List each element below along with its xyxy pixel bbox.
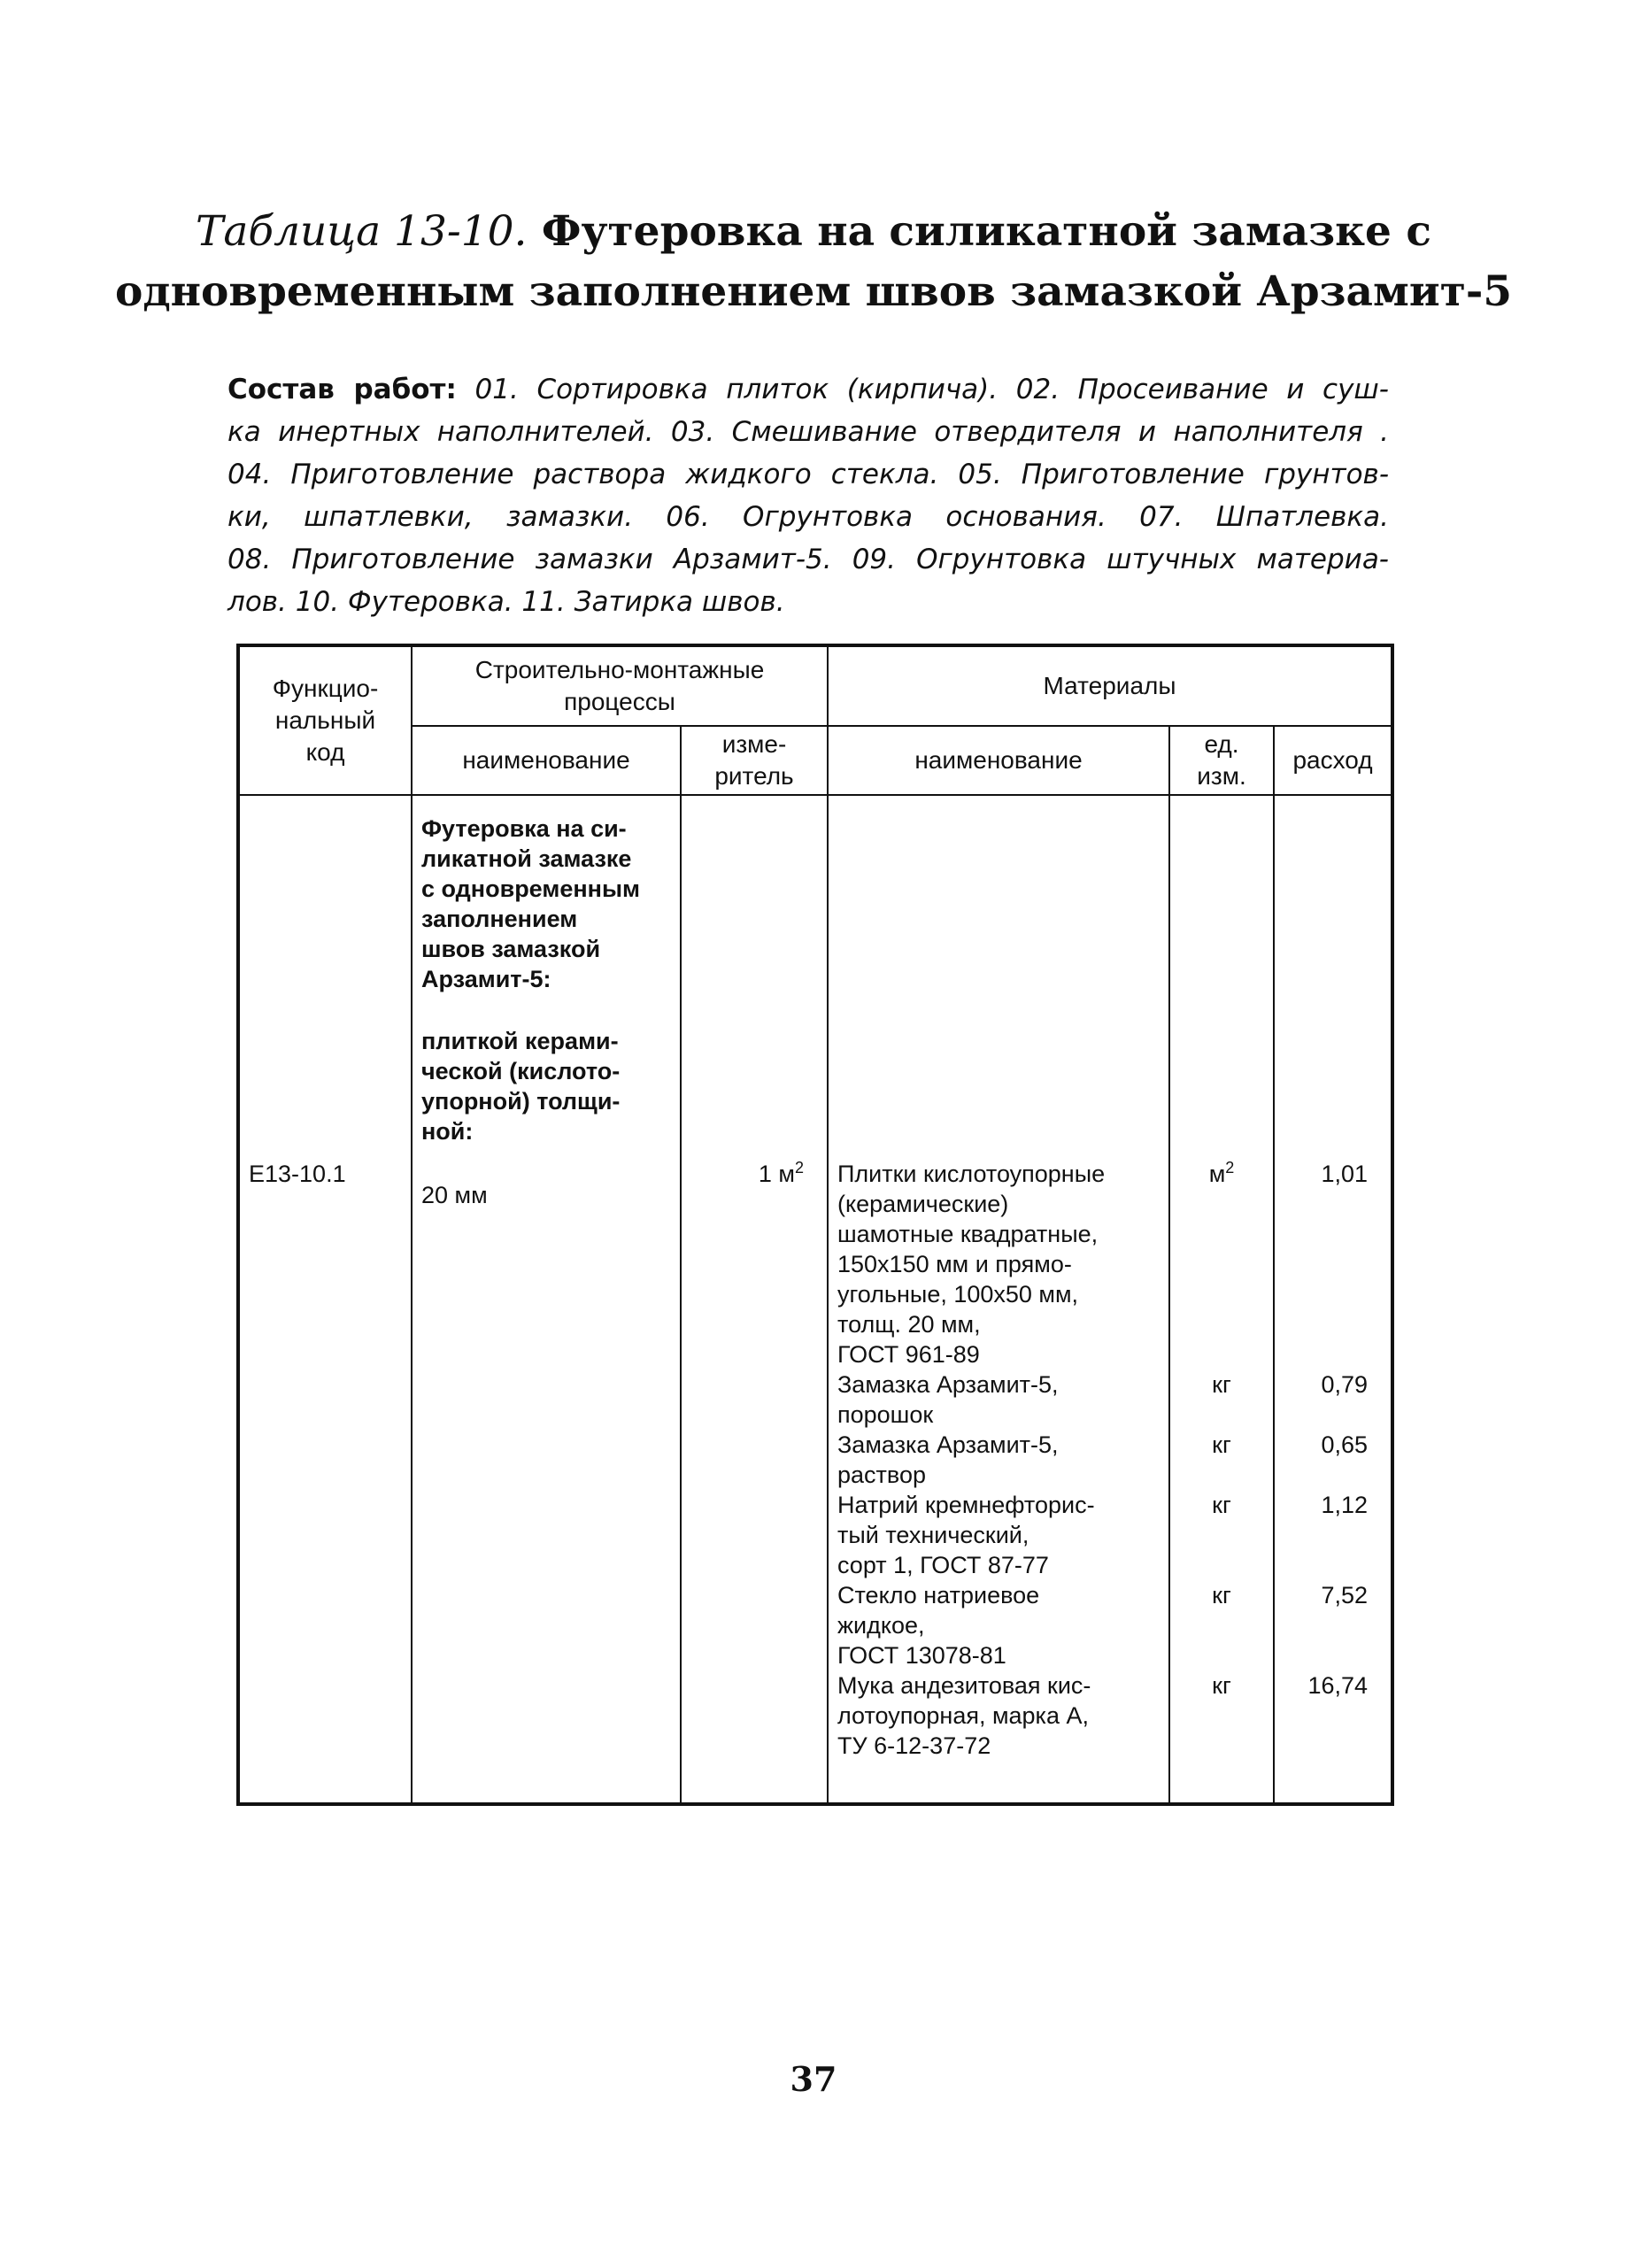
work-line-6: лов. 10. Футеровка. 11. Затирка швов. (227, 586, 785, 618)
work-composition (227, 368, 1389, 623)
work-line-2: ка инертных наполнителей. 03. Смешивание отвердителя и наполнителя . (227, 416, 1389, 448)
process-name: 20 мм (421, 1182, 488, 1208)
header-code-text: Функцио- нальный код (272, 675, 379, 766)
header-code (238, 645, 412, 795)
material-name: Стекло натриевое жидкое, ГОСТ 13078-81 (837, 1582, 1040, 1669)
header-processes-text: Строительно-монтажные процессы (474, 656, 765, 715)
work-line-3: 04. Приготовление раствора жидкого стекла. 05. Приготовление грунтов- (227, 459, 1389, 490)
material-name-cell (828, 795, 1169, 1804)
material-names (829, 796, 1168, 1761)
material-qty-cell (1274, 795, 1392, 1804)
meter-sup: 2 (794, 1159, 804, 1176)
header-material-name (828, 726, 1169, 795)
header-process-name-text: наименование (462, 746, 630, 774)
material-unit-text: кг (1212, 1582, 1231, 1608)
material-name: Замазка Арзамит-5, раствор (837, 1431, 1059, 1488)
material-quantity: 0,79 (1321, 1371, 1369, 1398)
material-unit (1170, 1490, 1273, 1580)
work-line-5: 08. Приготовление замазки Арзамит-5. 09. Огрунтовка штучных материа- (227, 544, 1389, 575)
header-processes (412, 645, 828, 726)
material-quantity: 1,12 (1321, 1492, 1369, 1518)
norms-table (236, 644, 1394, 1806)
material-quantity: 16,74 (1307, 1672, 1369, 1699)
header-consumption (1274, 726, 1392, 795)
header-materials (828, 645, 1392, 726)
material-name: Мука андезитовая кис- лотоупорная, марка А, ТУ 6-12-37-72 (837, 1672, 1091, 1759)
work-line-1-text: 01. Сортировка плиток (кирпича). 02. Просеивание и суш- (474, 374, 1389, 405)
process-cell (412, 795, 681, 1804)
table-title (0, 202, 1627, 322)
material-name: Плитки кислотоупорные (керамические) шамотные квадратные, 150х150 мм и прямо- угольные, 100х50 мм, толщ. 20 мм, ГОСТ 961-89 (837, 1161, 1106, 1368)
group-title: Футеровка на си- ликатной замазке с одновременным заполнением швов замазкой Арзамит-5: (421, 815, 640, 992)
title-text-line-1: Футеровка на силикатной замазке с (541, 207, 1431, 256)
material-unit (1170, 1369, 1273, 1430)
header-meter-text: изме- ритель (714, 730, 794, 790)
material-unit-sup: 2 (1225, 1159, 1235, 1176)
work-line-4: ки, шпатлевки, замазки. 06. Огрунтовка основания. 07. Шпатлевка. (227, 501, 1389, 533)
material-unit-text: кг (1212, 1492, 1231, 1518)
code-cell (238, 795, 412, 1804)
meter-text: 1 м (758, 1161, 795, 1187)
material-unit (1170, 1159, 1273, 1369)
material-quantities (1275, 796, 1391, 1761)
material-unit-text: кг (1212, 1371, 1231, 1398)
header-consumption-text: расход (1292, 746, 1373, 774)
header-unit (1169, 726, 1274, 795)
material-units (1170, 796, 1273, 1761)
material-quantity: 7,52 (1321, 1582, 1369, 1608)
material-unit (1170, 1430, 1273, 1490)
material-quantity: 1,01 (1321, 1161, 1369, 1187)
work-line-1 (227, 368, 1389, 411)
header-process-name (412, 726, 681, 795)
material-name: Замазка Арзамит-5, порошок (837, 1371, 1059, 1428)
title-text-line-2: одновременным заполнением швов замазкой Арзамит-5 (114, 267, 1513, 316)
table-row (238, 795, 1392, 1804)
page-number: 37 (790, 2059, 837, 2099)
material-unit-text: м (1208, 1161, 1226, 1187)
title-line-1 (0, 202, 1627, 262)
material-name: Натрий кремнефторис- тый технический, сорт 1, ГОСТ 87-77 (837, 1492, 1095, 1578)
meter-cell (681, 795, 828, 1804)
material-quantity: 0,65 (1321, 1431, 1369, 1458)
header-materials-text: Материалы (1043, 672, 1176, 699)
header-unit-text: ед. изм. (1197, 730, 1246, 790)
header-material-name-text: наименование (914, 746, 1083, 774)
material-unit (1170, 1580, 1273, 1670)
code-value: Е13-10.1 (249, 1161, 346, 1187)
group-gap (413, 994, 680, 1026)
work-lead: Состав работ: (227, 374, 457, 405)
header-meter (681, 726, 828, 795)
meter-value (682, 796, 827, 1189)
title-table-number: Таблица 13-10. (196, 207, 528, 256)
material-unit (1170, 1670, 1273, 1761)
material-unit-text: кг (1212, 1672, 1231, 1699)
material-unit-text: кг (1212, 1431, 1231, 1458)
material-unit-cell (1169, 795, 1274, 1804)
sub-title: плиткой керами- ческой (кислото- упорной) толщи- ной: (421, 1028, 621, 1145)
